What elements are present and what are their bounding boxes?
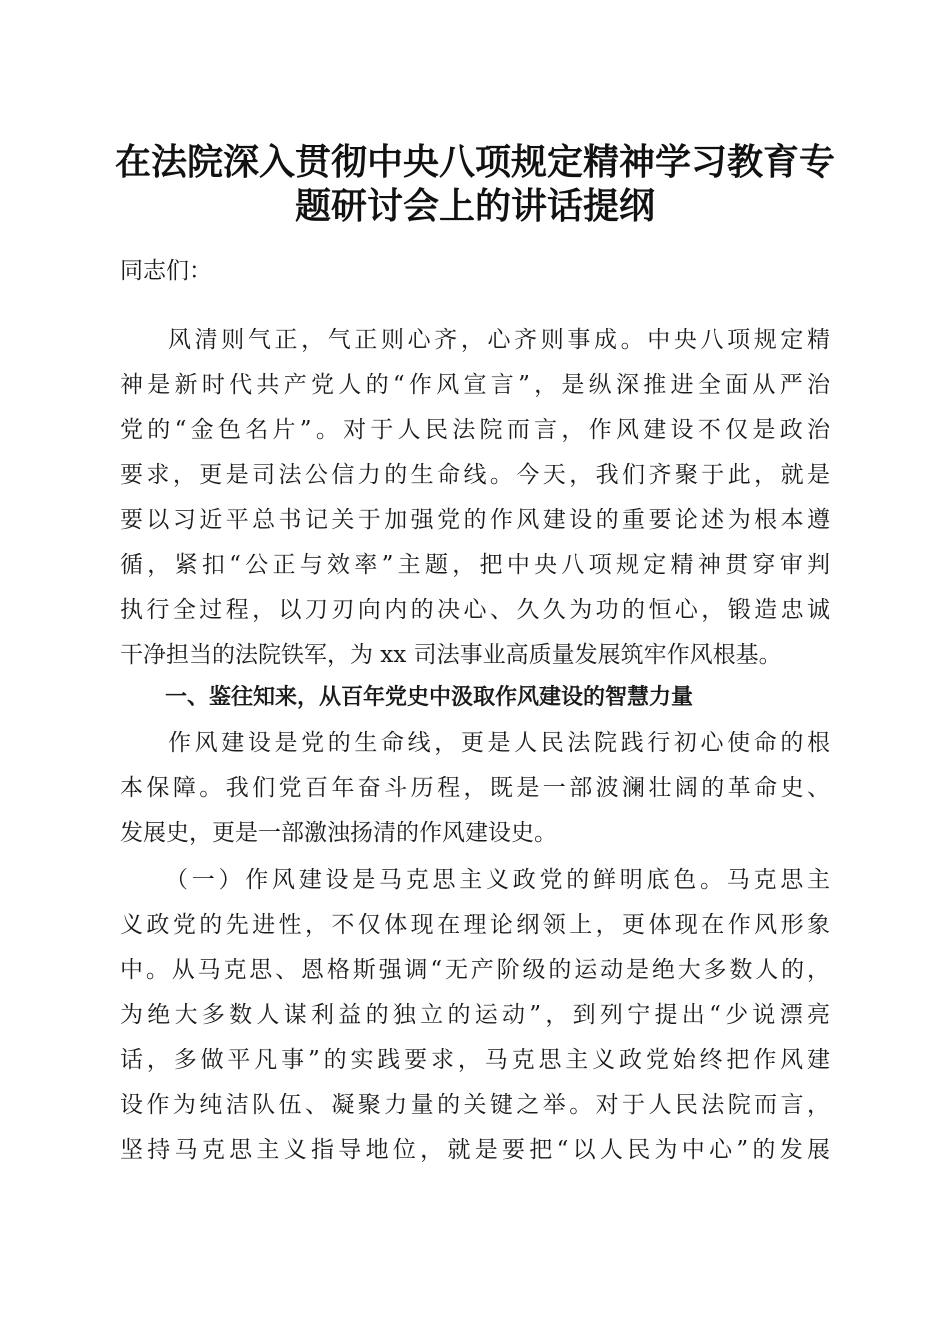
intro-line: 干净担当的法院铁军，为 xx 司法事业高质量发展筑牢作风根基。 — [120, 642, 782, 668]
paragraph-1-line: 发展史，更是一部激浊扬清的作风建设史。 — [120, 820, 557, 846]
intro-line: 执行全过程，以刀刃向内的决心、久久为功的恒心，锻造忠诚 — [120, 597, 830, 623]
paragraph-2-line: 设作为纯洁队伍、凝聚力量的关键之举。对于人民法院而言， — [120, 1092, 830, 1118]
intro-line: 风清则气正，气正则心齐，心齐则事成。中央八项规定精 — [168, 327, 830, 353]
paragraph-2-line: 话，多做平凡事”的实践要求，马克思主义政党始终把作风建 — [120, 1047, 830, 1073]
salutation: 同志们： — [120, 258, 212, 284]
document-title-line-1: 在法院深入贯彻中央八项规定精神学习教育专 — [114, 141, 835, 183]
section-heading-1: 一、鉴往知来，从百年党史中汲取作风建设的智慧力量 — [165, 685, 694, 710]
paragraph-2-line: 中。从马克思、恩格斯强调“无产阶级的运动是绝大多数人的， — [120, 957, 830, 983]
paragraph-1-line: 作风建设是党的生命线，更是人民法院践行初心使命的根 — [168, 730, 830, 756]
paragraph-2-line: （一）作风建设是马克思主义政党的鲜明底色。马克思主 — [165, 867, 830, 893]
intro-line: 神是新时代共产党人的“作风宣言”，是纵深推进全面从严治 — [120, 372, 830, 398]
paragraph-2-line: 坚持马克思主义指导地位，就是要把“以人民为中心”的发展 — [120, 1137, 830, 1163]
paragraph-2-line: 为绝大多数人谋利益的独立的运动”，到列宁提出“少说漂亮 — [120, 1002, 830, 1028]
paragraph-2-line: 义政党的先进性，不仅体现在理论纲领上，更体现在作风形象 — [120, 912, 830, 938]
document-title-line-2: 题研讨会上的讲话提纲 — [294, 185, 655, 227]
intro-line: 循，紧扣“公正与效率”主题，把中央八项规定精神贯穿审判 — [120, 552, 830, 578]
intro-line: 党的“金色名片”。对于人民法院而言，作风建设不仅是政治 — [120, 417, 830, 443]
intro-line: 要以习近平总书记关于加强党的作风建设的重要论述为根本遵 — [120, 507, 830, 533]
intro-line: 要求，更是司法公信力的生命线。今天，我们齐聚于此，就是 — [120, 462, 830, 488]
paragraph-1-line: 本保障。我们党百年奋斗历程，既是一部波澜壮阔的革命史、 — [120, 775, 830, 801]
